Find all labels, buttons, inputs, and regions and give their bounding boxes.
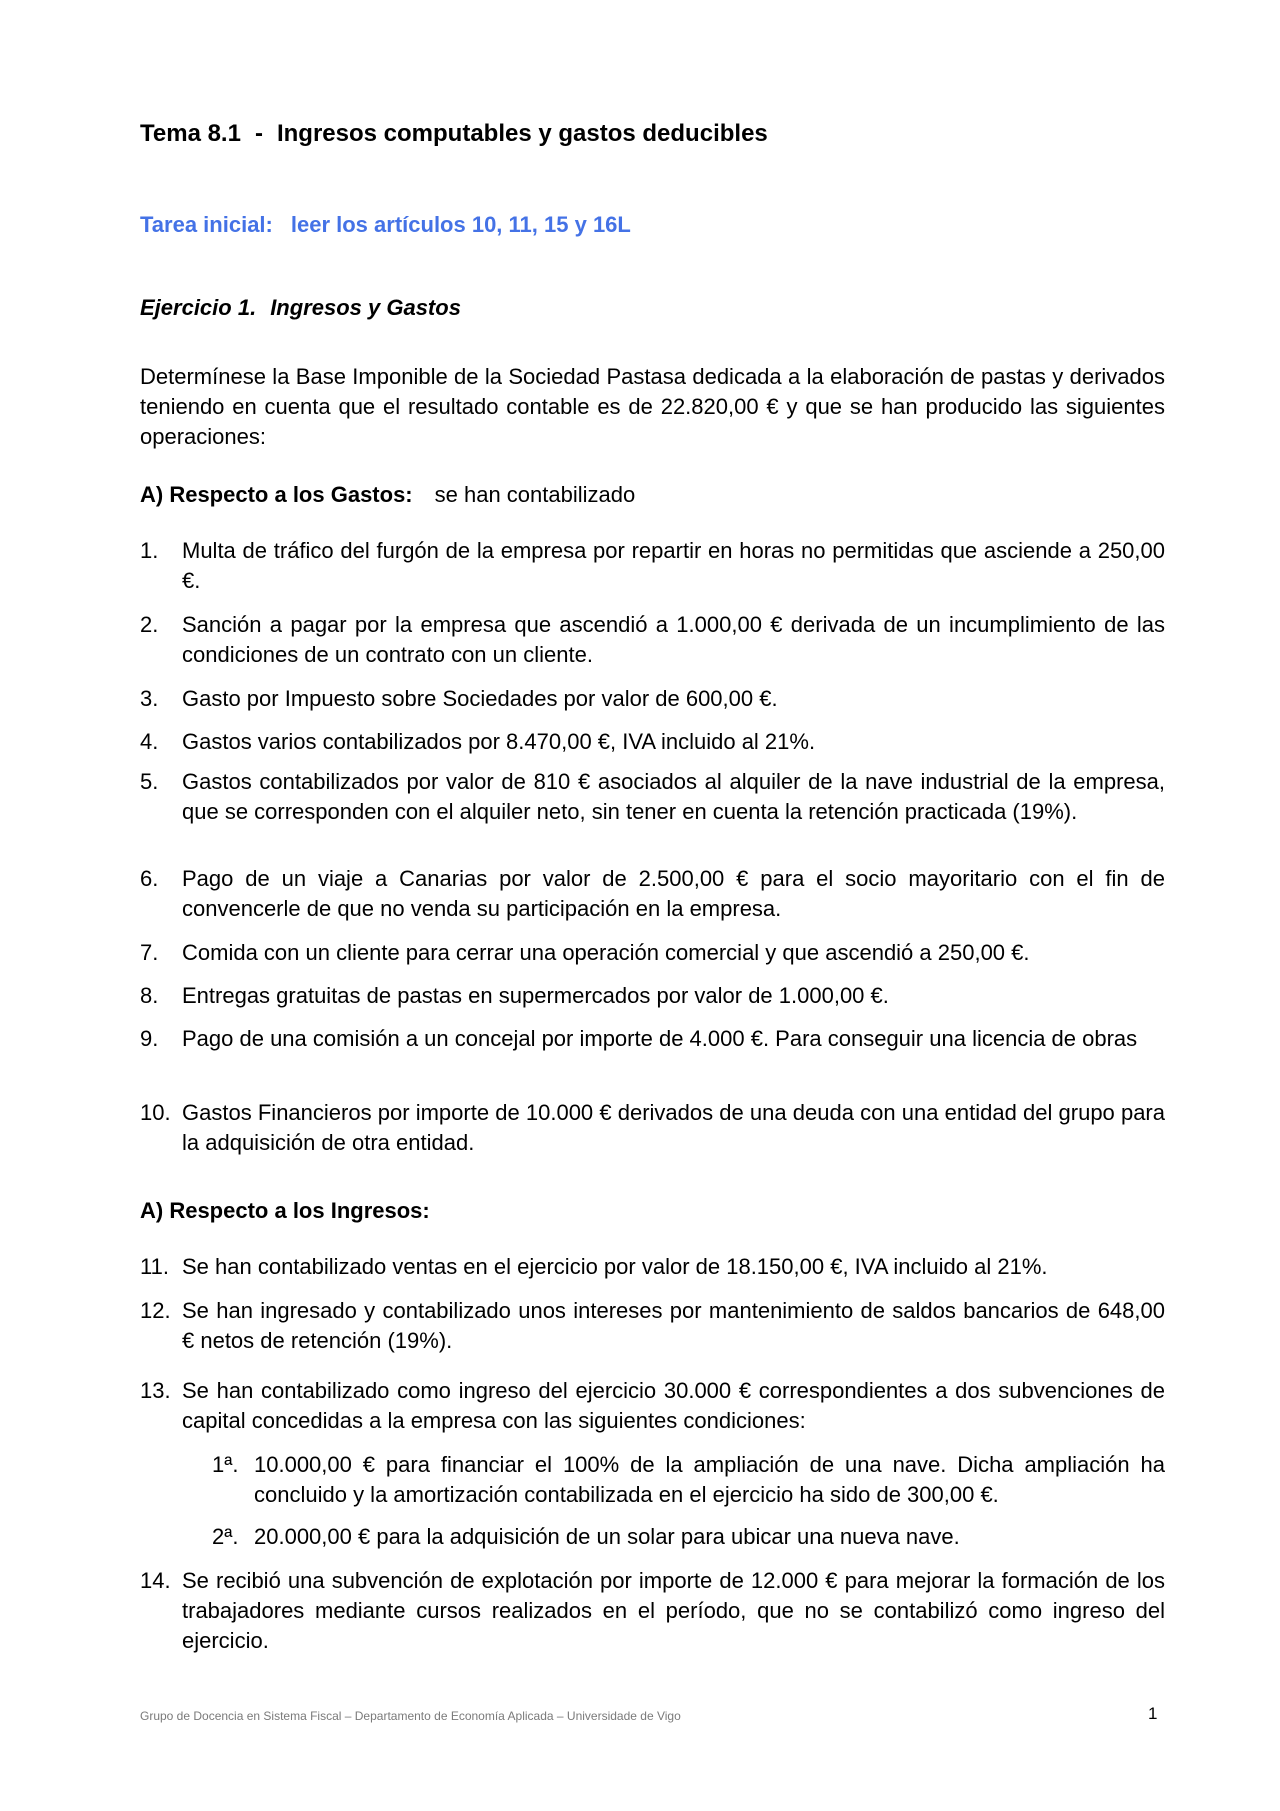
tarea-text: leer los artículos 10, 11, 15 y 16L — [290, 212, 631, 237]
list-item — [140, 864, 1165, 924]
item-text: Gasto por Impuesto sobre Sociedades por valor de 600,00 €. — [182, 686, 778, 711]
page-title — [140, 120, 768, 148]
item-text: Se han contabilizado ventas en el ejercicio por valor de 18.150,00 €, IVA incluido al 21%. — [182, 1254, 1048, 1279]
item-text: Entregas gratuitas de pastas en supermercados por valor de 1.000,00 €. — [182, 983, 889, 1008]
item-text: Se recibió una subvención de explotación por importe de 12.000 € para mejorar la formación de los trabajadores mediante cursos realizados en el período, que no se contabilizó como ingreso del ejercicio. — [182, 1568, 1165, 1653]
sub-item-number: 2ª. — [212, 1524, 239, 1549]
item-text: Sanción a pagar por la empresa que ascendió a 1.000,00 € derivada de un incumplimiento de las condiciones de un contrato con un cliente. — [182, 612, 1165, 667]
intro-paragraph: Determínese la Base Imponible de la Sociedad Pastasa dedicada a la elaboración de pastas y derivados teniendo en cuenta que el resultado contable es de 22.820,00 € y que se han producido las siguientes operaciones: — [140, 364, 1165, 449]
list-item — [140, 727, 1165, 757]
list-item — [140, 1252, 1165, 1282]
tema-label: Tema 8.1 — [140, 120, 241, 147]
item-text: Se han contabilizado como ingreso del ejercicio 30.000 € correspondientes a dos subvenciones de capital concedidas a la empresa con las siguientes condiciones: — [182, 1378, 1165, 1433]
ejercicio-heading — [140, 295, 461, 321]
list-item — [140, 1376, 1165, 1436]
item-number: 10. — [140, 1100, 171, 1125]
list-item — [140, 1098, 1165, 1158]
item-number: 12. — [140, 1298, 171, 1323]
item-number: 3. — [140, 686, 159, 711]
item-text: Comida con un cliente para cerrar una operación comercial y que ascendió a 250,00 €. — [182, 940, 1030, 965]
ejercicio-title: Ingresos y Gastos — [270, 295, 461, 320]
list-item — [140, 938, 1165, 968]
list-item — [140, 536, 1165, 596]
item-number: 8. — [140, 983, 159, 1008]
item-text: Multa de tráfico del furgón de la empresa por repartir en horas no permitidas que asciende a 250,00 €. — [182, 538, 1165, 593]
gastos-heading-label: A) Respecto a los Gastos: — [140, 482, 413, 507]
item-text: Pago de una comisión a un concejal por importe de 4.000 €. Para conseguir una licencia de obras — [182, 1026, 1138, 1051]
item-text: Pago de un viaje a Canarias por valor de 2.500,00 € para el socio mayoritario con el fin de convencerle de que no venda su participación en la empresa. — [182, 866, 1165, 921]
list-item — [140, 610, 1165, 670]
list-item — [140, 981, 1165, 1011]
sub-item-number: 1ª. — [212, 1452, 239, 1477]
item-number: 9. — [140, 1026, 159, 1051]
item-number: 11. — [140, 1254, 169, 1279]
item-text: Gastos Financieros por importe de 10.000 € derivados de una deuda con una entidad del grupo para la adquisición de otra entidad. — [182, 1100, 1165, 1155]
list-item — [140, 1296, 1165, 1356]
list-item — [140, 1566, 1165, 1656]
item-number: 13. — [140, 1378, 171, 1403]
item-number: 14. — [140, 1568, 171, 1593]
item-number: 7. — [140, 940, 159, 965]
page-number: 1 — [1148, 1704, 1158, 1723]
sub-item-text: 20.000,00 € para la adquisición de un solar para ubicar una nueva nave. — [254, 1524, 960, 1549]
item-number: 1. — [140, 538, 159, 563]
item-text: Gastos contabilizados por valor de 810 € asociados al alquiler de la nave industrial de la empresa, que se corresponden con el alquiler neto, sin tener en cuenta la retención practicada (19%). — [182, 769, 1165, 824]
sub-item — [212, 1450, 1165, 1510]
ingresos-heading — [140, 1198, 452, 1224]
ejercicio-label: Ejercicio 1. — [140, 295, 257, 320]
tarea-inicial — [140, 212, 631, 238]
item-text: Gastos varios contabilizados por 8.470,00 €, IVA incluido al 21%. — [182, 729, 816, 754]
list-item — [140, 684, 1165, 714]
ingresos-heading-label: A) Respecto a los Ingresos: — [140, 1198, 430, 1223]
item-number: 5. — [140, 769, 159, 794]
list-item — [140, 1024, 1165, 1054]
gastos-heading-note: se han contabilizado — [434, 482, 636, 507]
title-separator: - — [254, 120, 263, 147]
tema-title: Ingresos computables y gastos deducibles — [276, 120, 768, 147]
gastos-heading — [140, 482, 635, 508]
list-item — [140, 767, 1165, 827]
tarea-label: Tarea inicial: — [140, 212, 273, 237]
item-number: 4. — [140, 729, 159, 754]
sub-item-text: 10.000,00 € para financiar el 100% de la ampliación de una nave. Dicha ampliación ha concluido y la amortización contabilizada en el ejercicio ha sido de 300,00 €. — [254, 1452, 1165, 1507]
item-number: 2. — [140, 612, 159, 637]
item-number: 6. — [140, 866, 159, 891]
sub-item — [212, 1522, 1165, 1552]
item-text: Se han ingresado y contabilizado unos intereses por mantenimiento de saldos bancarios de 648,00 € netos de retención (19%). — [182, 1298, 1165, 1353]
footer-text: Grupo de Docencia en Sistema Fiscal – Departamento de Economía Aplicada – Universidade de Vigo — [140, 1709, 681, 1723]
